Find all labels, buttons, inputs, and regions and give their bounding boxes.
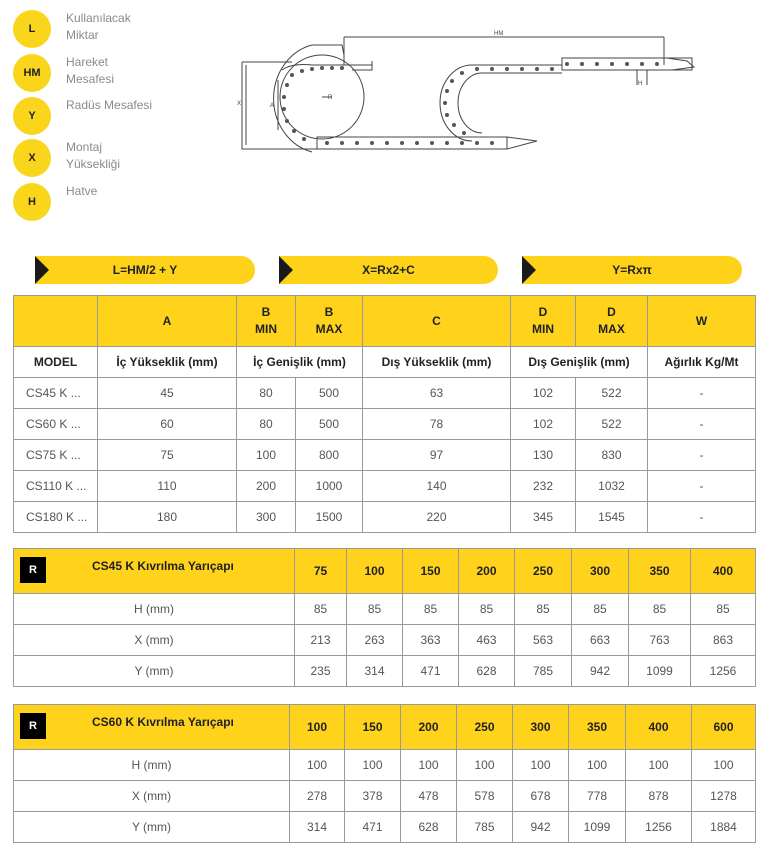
table-cell: 100 [569, 750, 626, 781]
radius-header-row [14, 549, 756, 594]
radius-title-cell [14, 549, 295, 594]
table-cell: 345 [511, 502, 576, 533]
table-cell: 628 [459, 656, 515, 687]
table-cell: 100 [345, 750, 401, 781]
table-cell: 1884 [692, 812, 756, 843]
radius-value: 100 [290, 705, 345, 750]
legend-text: Hatve [66, 184, 98, 198]
dim-label-hm: HM [494, 31, 504, 37]
header-cell: W [648, 296, 756, 347]
table-cell: 97 [363, 440, 511, 471]
table-row [14, 625, 756, 656]
table-cell: 522 [576, 409, 648, 440]
table-cell: - [648, 378, 756, 409]
table-cell: 235 [295, 656, 347, 687]
table-cell: 1032 [576, 471, 648, 502]
model-cell: CS45 K ... [14, 378, 98, 409]
legend-badge: H [13, 183, 51, 221]
table-cell: - [648, 440, 756, 471]
table-cell: 942 [572, 656, 629, 687]
table-cell: 85 [572, 594, 629, 625]
table-cell: 1099 [629, 656, 691, 687]
table-cell: 63 [363, 378, 511, 409]
table-cell: 232 [511, 471, 576, 502]
radius-value: 400 [691, 549, 756, 594]
table-cell: 100 [692, 750, 756, 781]
table-row [14, 812, 756, 843]
table-cell: 1256 [691, 656, 756, 687]
table-row [14, 781, 756, 812]
table-cell: 578 [457, 781, 513, 812]
subheader-cell: İç Yükseklik (mm) [98, 347, 237, 378]
table-cell: 100 [237, 440, 296, 471]
radius-value: 600 [692, 705, 756, 750]
radius-table-cs45 [13, 548, 756, 687]
table-row [14, 440, 756, 471]
table-cell: 1500 [296, 502, 363, 533]
table-cell: 785 [515, 656, 572, 687]
table-cell: 1000 [296, 471, 363, 502]
table-cell: 263 [347, 625, 403, 656]
radius-value: 250 [515, 549, 572, 594]
table-row [14, 502, 756, 533]
row-label: Y (mm) [14, 656, 295, 687]
legend-text: Montaj Yüksekliği [66, 140, 121, 171]
radius-value: 400 [626, 705, 692, 750]
table-cell: 1545 [576, 502, 648, 533]
table-cell: 1099 [569, 812, 626, 843]
row-label: H (mm) [14, 594, 295, 625]
table-cell: 85 [459, 594, 515, 625]
spec-table [13, 295, 756, 533]
radius-value: 350 [629, 549, 691, 594]
table-cell: 471 [345, 812, 401, 843]
table-cell: 213 [295, 625, 347, 656]
table-cell: 500 [296, 378, 363, 409]
spec-header-row [14, 296, 756, 347]
table-row [14, 409, 756, 440]
table-cell: - [648, 471, 756, 502]
model-cell: CS110 K ... [14, 471, 98, 502]
legend-badge: Y [13, 97, 51, 135]
table-cell: 100 [290, 750, 345, 781]
radius-value: 150 [345, 705, 401, 750]
table-row [14, 656, 756, 687]
subheader-cell: Dış Yükseklik (mm) [363, 347, 511, 378]
legend-badge: X [13, 139, 51, 177]
table-cell: 463 [459, 625, 515, 656]
table-cell: 140 [363, 471, 511, 502]
table-cell: 678 [513, 781, 569, 812]
table-cell: 563 [515, 625, 572, 656]
table-cell: 180 [98, 502, 237, 533]
arrow-right-icon [522, 256, 536, 284]
table-cell: 78 [363, 409, 511, 440]
radius-badge: R [20, 557, 46, 583]
legend-text: Hareket Mesafesi [66, 55, 115, 86]
table-cell: 100 [626, 750, 692, 781]
table-cell: 785 [457, 812, 513, 843]
table-cell: 85 [403, 594, 459, 625]
radius-value: 150 [403, 549, 459, 594]
table-cell: 628 [401, 812, 457, 843]
dim-label-a: A [270, 103, 275, 109]
subheader-cell: İç Genişlik (mm) [237, 347, 363, 378]
table-cell: 130 [511, 440, 576, 471]
table-cell: 830 [576, 440, 648, 471]
table-cell: 45 [98, 378, 237, 409]
formula-text: Y=Rxπ [612, 263, 652, 277]
table-cell: 500 [296, 409, 363, 440]
radius-badge: R [20, 713, 46, 739]
radius-value: 100 [347, 549, 403, 594]
table-cell: 800 [296, 440, 363, 471]
table-cell: - [648, 409, 756, 440]
model-cell: CS75 K ... [14, 440, 98, 471]
subheader-cell: MODEL [14, 347, 98, 378]
table-row [14, 378, 756, 409]
radius-value: 250 [457, 705, 513, 750]
table-cell: 471 [403, 656, 459, 687]
table-cell: 100 [457, 750, 513, 781]
legend-badge: L [13, 10, 51, 48]
row-label: X (mm) [14, 625, 295, 656]
radius-table-cs60 [13, 704, 756, 843]
radius-value: 200 [401, 705, 457, 750]
dim-label-x: X [237, 101, 242, 107]
table-cell: 314 [290, 812, 345, 843]
table-cell: 314 [347, 656, 403, 687]
radius-title-cell [14, 705, 290, 750]
radius-table-title: CS45 K Kıvrılma Yarıçapı [92, 559, 234, 573]
table-cell: 522 [576, 378, 648, 409]
table-cell: 478 [401, 781, 457, 812]
formula-bar-x [279, 256, 498, 284]
header-cell: D MAX [576, 296, 648, 347]
model-cell: CS180 K ... [14, 502, 98, 533]
table-cell: 102 [511, 378, 576, 409]
subheader-cell: Ağırlık Kg/Mt [648, 347, 756, 378]
table-cell: 85 [515, 594, 572, 625]
table-cell: 100 [513, 750, 569, 781]
table-cell: 85 [295, 594, 347, 625]
radius-value: 75 [295, 549, 347, 594]
row-label: Y (mm) [14, 812, 290, 843]
radius-table-title: CS60 K Kıvrılma Yarıçapı [92, 715, 234, 729]
radius-value: 350 [569, 705, 626, 750]
table-cell: 878 [626, 781, 692, 812]
header-cell: B MIN [237, 296, 296, 347]
table-cell: 85 [691, 594, 756, 625]
header-cell: D MIN [511, 296, 576, 347]
table-cell: 942 [513, 812, 569, 843]
legend-text: Kullanılacak Miktar [66, 11, 131, 42]
header-cell [14, 296, 98, 347]
table-cell: 80 [237, 378, 296, 409]
table-cell: 1278 [692, 781, 756, 812]
formula-text: L=HM/2 + Y [112, 263, 178, 277]
header-cell: B MAX [296, 296, 363, 347]
radius-value: 300 [513, 705, 569, 750]
table-row [14, 594, 756, 625]
table-cell: 85 [629, 594, 691, 625]
spec-subheader-row [14, 347, 756, 378]
subheader-cell: Dış Genişlik (mm) [511, 347, 648, 378]
table-cell: 663 [572, 625, 629, 656]
table-row [14, 750, 756, 781]
table-cell: - [648, 502, 756, 533]
table-cell: 200 [237, 471, 296, 502]
table-cell: 863 [691, 625, 756, 656]
table-cell: 778 [569, 781, 626, 812]
table-cell: 85 [347, 594, 403, 625]
row-label: X (mm) [14, 781, 290, 812]
table-cell: 100 [401, 750, 457, 781]
dim-label-h: H [638, 81, 643, 87]
table-cell: 80 [237, 409, 296, 440]
formula-text: X=Rx2+C [362, 263, 415, 277]
table-cell: 1256 [626, 812, 692, 843]
header-cell: C [363, 296, 511, 347]
formula-bar-y [522, 256, 742, 284]
table-cell: 363 [403, 625, 459, 656]
table-cell: 75 [98, 440, 237, 471]
radius-header-row [14, 705, 756, 750]
table-cell: 220 [363, 502, 511, 533]
arrow-right-icon [35, 256, 49, 284]
legend-text: Radüs Mesafesi [66, 98, 153, 112]
arrow-right-icon [279, 256, 293, 284]
row-label: H (mm) [14, 750, 290, 781]
table-cell: 763 [629, 625, 691, 656]
table-cell: 300 [237, 502, 296, 533]
dim-label-r: R [328, 95, 333, 101]
table-cell: 60 [98, 409, 237, 440]
table-cell: 102 [511, 409, 576, 440]
legend-badge: HM [13, 54, 51, 92]
table-row [14, 471, 756, 502]
table-cell: 278 [290, 781, 345, 812]
table-cell: 378 [345, 781, 401, 812]
cable-chain-diagram [232, 25, 702, 160]
radius-value: 300 [572, 549, 629, 594]
formula-bar-l [35, 256, 255, 284]
radius-value: 200 [459, 549, 515, 594]
table-cell: 110 [98, 471, 237, 502]
model-cell: CS60 K ... [14, 409, 98, 440]
header-cell: A [98, 296, 237, 347]
